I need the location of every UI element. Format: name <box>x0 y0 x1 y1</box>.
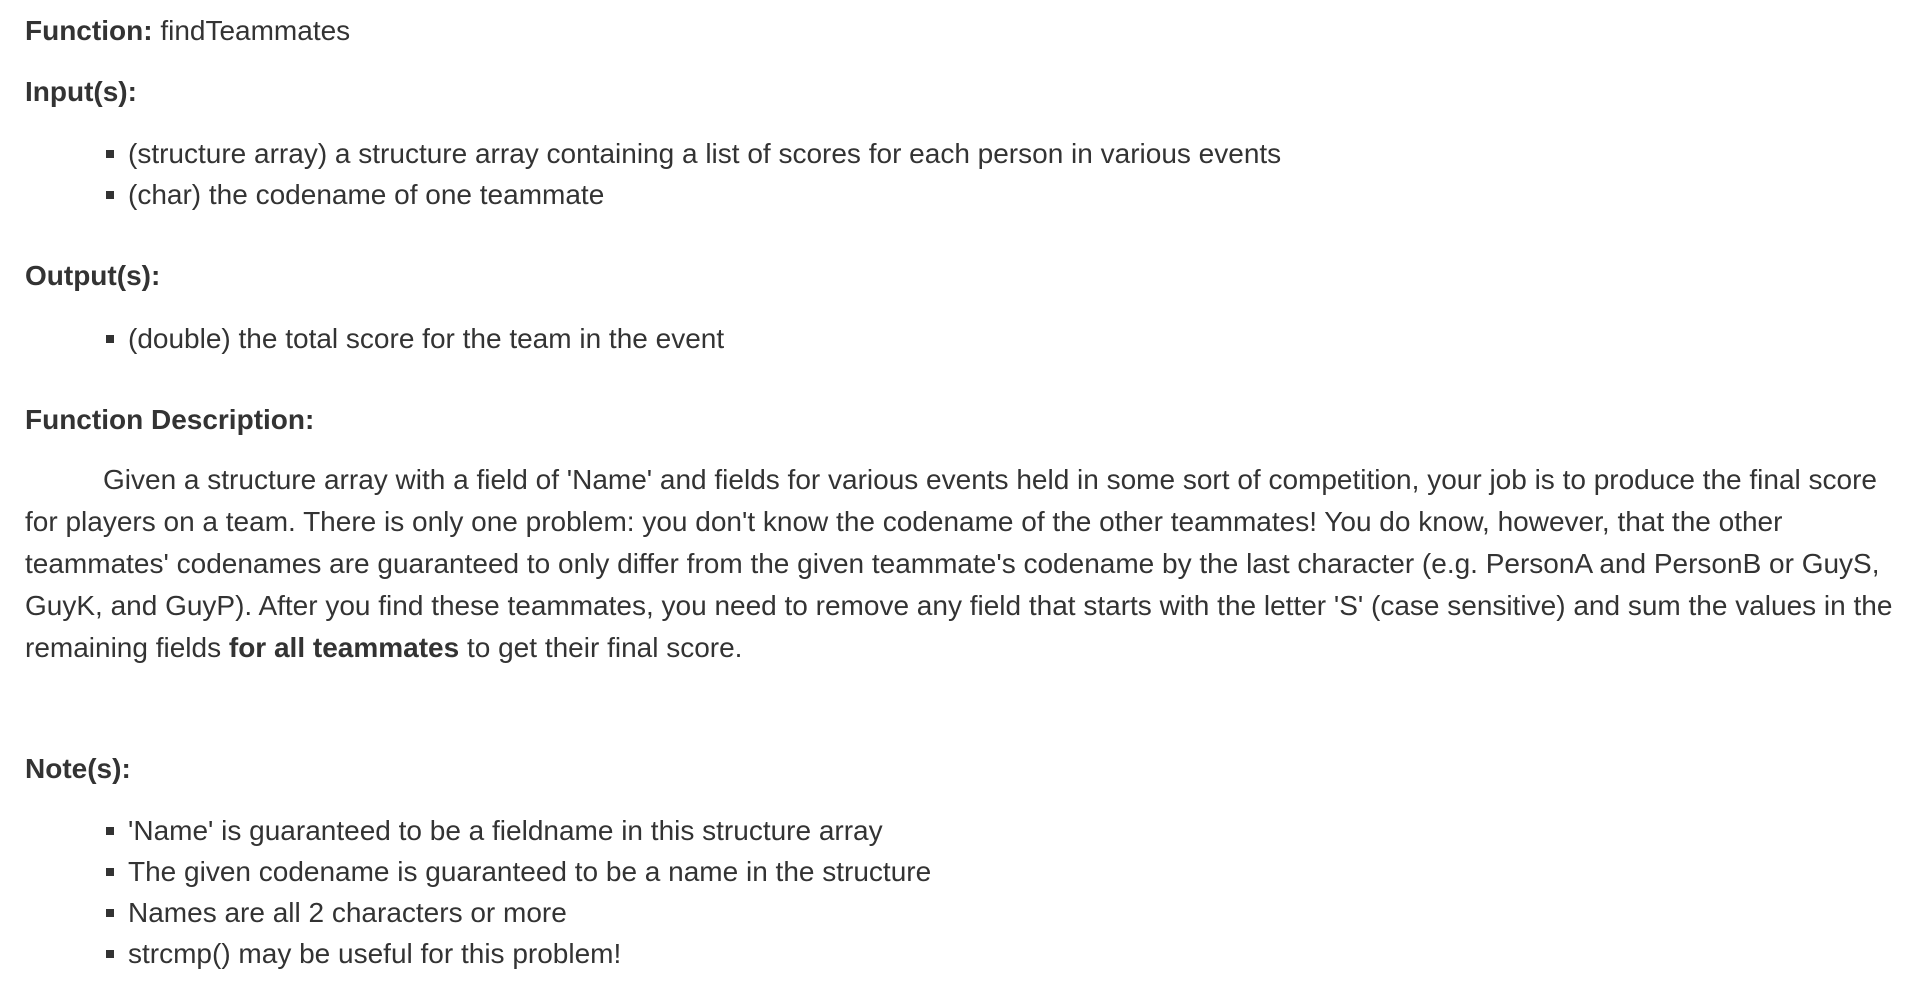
description-heading: Function Description: <box>25 404 315 435</box>
description-text-start: Given a structure array with a field of 'Name' and fields for various events held in some sort of competition, your job is to produce the final score for players on a team. There is only one problem: you don't know the codename of the other teammates! You do know, however, that the other teammates' codenames are guaranteed to only differ from the given teammate's codename by the last character (e.g. PersonA and PersonB or GuyS, GuyK, and GuyP). After you find these teammates, you need to remove any field that starts with the letter 'S' (case sensitive) and sum the values in the remaining fields <box>25 464 1893 663</box>
function-label: Function: <box>25 15 153 46</box>
list-item <box>104 851 931 892</box>
bullet-square-icon <box>106 335 114 343</box>
note-item-text: 'Name' is guaranteed to be a fieldname in this structure array <box>128 815 883 846</box>
input-item-text: (structure array) a structure array containing a list of scores for each person in various events <box>128 138 1282 169</box>
list-item <box>104 318 724 359</box>
list-item <box>104 810 931 851</box>
list-item <box>104 933 931 974</box>
bullet-square-icon <box>106 150 114 158</box>
outputs-heading: Output(s): <box>25 260 161 291</box>
description-bold-text: for all teammates <box>228 632 460 663</box>
bullet-square-icon <box>106 868 114 876</box>
inputs-heading: Input(s): <box>25 76 137 107</box>
list-item <box>104 174 1281 215</box>
note-item-text: strcmp() may be useful for this problem! <box>128 938 622 969</box>
note-item-text: Names are all 2 characters or more <box>128 897 567 928</box>
description-paragraph <box>25 459 1915 669</box>
function-line <box>25 15 350 47</box>
bullet-square-icon <box>106 909 114 917</box>
bullet-square-icon <box>106 950 114 958</box>
notes-heading: Note(s): <box>25 753 131 784</box>
bullet-square-icon <box>106 191 114 199</box>
description-text-end: to get their final score. <box>459 632 743 663</box>
outputs-list <box>104 318 724 359</box>
bullet-square-icon <box>106 827 114 835</box>
notes-list <box>104 810 931 974</box>
inputs-list <box>104 133 1281 215</box>
output-item-text: (double) the total score for the team in the event <box>128 323 725 354</box>
list-item <box>104 892 931 933</box>
note-item-text: The given codename is guaranteed to be a name in the structure <box>128 856 932 887</box>
input-item-text: (char) the codename of one teammate <box>128 179 605 210</box>
function-name: findTeammates <box>160 15 351 46</box>
list-item <box>104 133 1281 174</box>
